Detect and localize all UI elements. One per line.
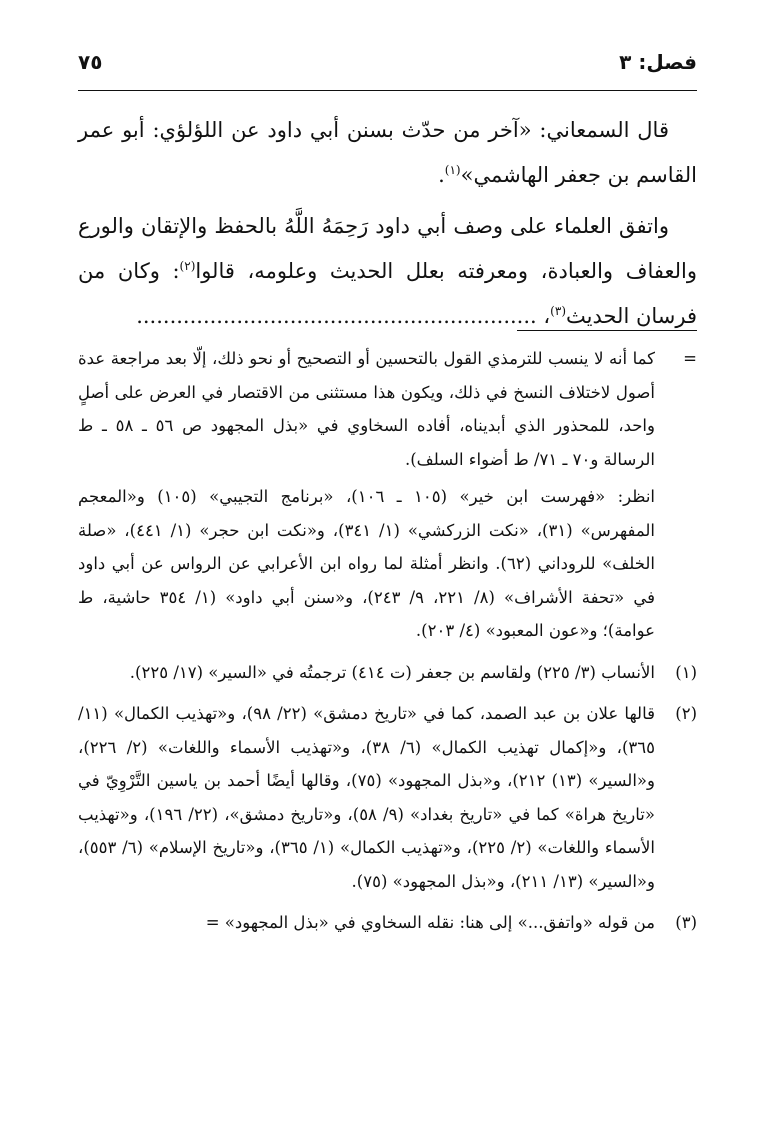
footnote-number: (١) bbox=[675, 662, 697, 682]
footnote-ref[interactable]: (٢) bbox=[179, 259, 196, 273]
footnote-number: (٢) bbox=[675, 704, 697, 723]
footnote-number: (٣) bbox=[675, 913, 697, 932]
footnotes bbox=[78, 342, 697, 948]
main-paragraph: قال السمعاني: «آخر من حدّث بسنن أبي داود عن اللؤلؤي: أبو عمر القاسم بن جعفر الهاشمي»$^{(١)}$. bbox=[78, 118, 697, 187]
chapter-title: فصل: ٣ bbox=[619, 50, 697, 74]
footnote-text: من قوله «واتفق...» إلى هنا: نقله السخاوي في «بذل المجهود» = bbox=[205, 913, 655, 932]
main-paragraph: واتفق العلماء على وصف أبي داود رَحِمَهُ اللَّهُ بالحفظ والإتقان والورع والعفاف والعبادة، ومعرفته بعلل الحديث وعلومه، قالوا$^{(٢)}$: وكان من فرسان الحديث$^{(٣)}$، ............................................................ bbox=[78, 214, 697, 328]
footnote-text: الأنساب (٣/ ٢٢٥) ولقاسم بن جعفر (ت ٤١٤) ترجمتُه في «السير» (١٧/ ٢٢٥). bbox=[129, 662, 655, 682]
footnote-text: انظر: «فهرست ابن خير» (١٠٥ ـ ١٠٦)، «برنامج التجيبي» (١٠٥) و«المعجم المفهرس» (٣١)، «نكت الزركشي» (١/ ٣٤١)، و«نكت ابن حجر» (١/ ٤٤١)، «صلة الخلف» للروداني (٦٢). وانظر أمثلة لما رواه ابن الأعرابي عن الرواس عن أبي داود في «تحفة الأشراف» (٨/ ٢٢١، ٩/ ٢٤٣)، و«سنن أبي داود» (١/ ٣٥٤ حاشية، ط عوامة)؛ و«عون المعبود» (٤/ ٢٠٣). bbox=[78, 487, 656, 640]
footnote-ref[interactable]: (١) bbox=[444, 163, 461, 177]
footnote-separator bbox=[517, 330, 697, 331]
page-header bbox=[78, 44, 697, 91]
main-text bbox=[78, 108, 697, 345]
footnote-text: قالها علان بن عبد الصمد، كما في «تاريخ دمشق» (٢٢/ ٩٨)، و«تهذيب الكمال» (١١/ ٣٦٥)، و«إكمال تهذيب الكمال» (٦/ ٣٨)، و«تهذيب الأسماء واللغات» (٢/ ٢٢٦)، و«السير» (١٣) ٢١٢)، و«بذل المجهود» (٧٥)، وقالها أيضًا أحمد بن ياسين التَّرْوِيّ في «تاريخ هراة» كما في «تاريخ بغداد» (٩/ ٥٨)، و«تاريخ دمشق»، (٢٢/ ١٩٦)، و«تهذيب الأسماء واللغات» (٢/ ٢٢٥)، و«تهذيب الكمال» (١/ ٣٦٥)، و«تاريخ الإسلام» (٦/ ٥٥٣)، و«السير» (١٣/ ٢١١)، و«بذل المجهود» (٧٥). bbox=[78, 704, 655, 891]
footnote-ref[interactable]: (٣) bbox=[550, 304, 566, 318]
footnote-continued bbox=[78, 342, 697, 648]
footnote-1 bbox=[78, 656, 697, 690]
footnote-2 bbox=[78, 697, 697, 898]
footnote-text: كما أنه لا ينسب للترمذي القول بالتحسين أو التصحيح أو نحو ذلك، إلّا بعد مراجعة عدة أصول لاختلاف النسخ في ذلك، ويكون هذا مستثنى من الاقتصار في العرض على أصلٍ واحد، للمحذور الذي أبديناه، أفاده السخاوي في «بذل المجهود ص ٥٦ ـ ٥٨ ـ ط الرسالة و٧٠ ـ ٧١/ ط أضواء السلف). bbox=[78, 349, 655, 469]
page-number: ٧٥ bbox=[78, 50, 103, 74]
footnote-3 bbox=[78, 906, 697, 940]
footnote-number: = bbox=[683, 349, 697, 368]
